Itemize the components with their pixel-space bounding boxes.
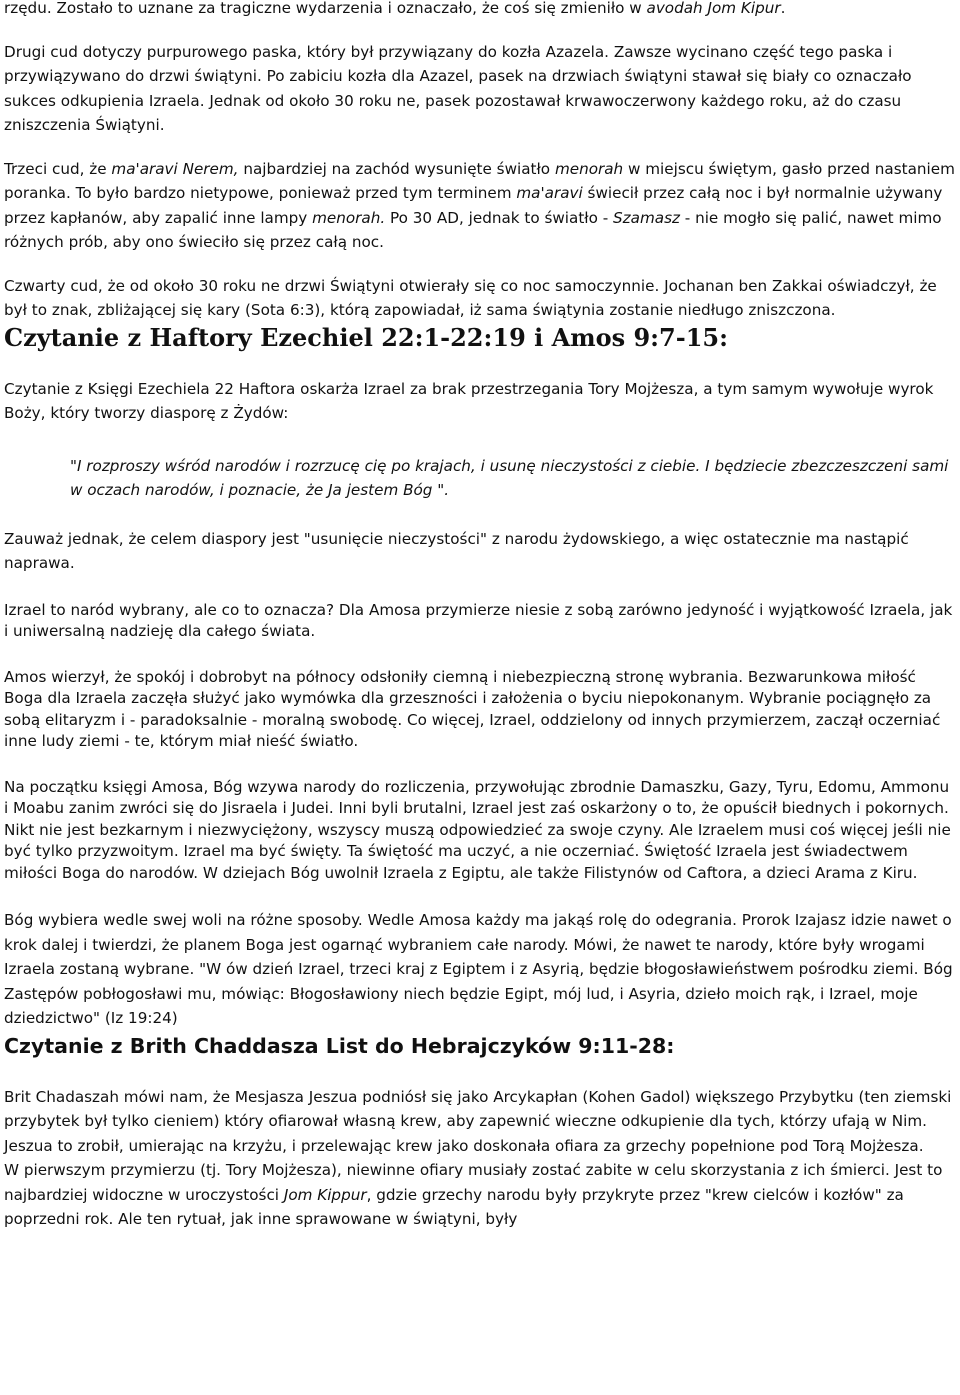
paragraph-god-chooses: Bóg wybiera wedle swej woli na różne sposoby. Wedle Amosa każdy ma jakąś rolę do odegrania. Prorok Izajasz idzie nawet o krok dalej i twierdzi, że planem Boga jest ogarnąć wybraniem całe narody. Mówi, że nawet te narody, które były wrogami Izraela zostaną wybrane. "W ów dzień Izrael, trzeci kraj z Egiptem i z Asyrią, będzie błogosławieństwem pośrodku ziemi. Bóg Zastępów pobłogosławi mu, mówiąc: Błogosławiony niech będzie Egipt, mój lud, i Asyria, dzieło moich rąk, i Izrael, moje dziedzictwo" (Iz 19:24) bbox=[4, 911, 953, 1027]
italic-term: avodah Jom Kipur bbox=[646, 0, 781, 17]
paragraph-second-miracle: Drugi cud dotyczy purpurowego paska, który był przywiązany do kozła Azazela. Zawsze wycinano część tego paska i przywiązywano do drzwi świątyni. Po zabiciu kozła dla Azazel, pasek na drzwiach świątyni stawał się biały co oznaczało sukces odkupienia Izraela. Jednak od około 30 roku ne, pasek pozostawał krwawoczerwony każdego roku, aż do czasu zniszczenia Świątyni. bbox=[4, 42, 912, 134]
text-run: rzędu. Zostało to uznane za tragiczne wydarzenia i oznaczało, że coś się zmieniło w bbox=[4, 0, 647, 17]
paragraph-first-covenant bbox=[4, 1158, 958, 1232]
text-run: , gdzie grzechy narodu były przykryte przez "krew cielców i kozłów" za poprzedni rok. Ale ten rytuał, jak inne sprawowane w świątyni, były bbox=[4, 1185, 904, 1228]
paragraph-hebrews-intro: Brit Chadaszah mówi nam, że Mesjasza Jeszua podniósł się jako Arcykapłan (Kohen Gadol) większego Przybytku (ten ziemski przybytek był tylko cieniem) który ofiarował własną krew, aby zapewnić wieczne odkupienie dla tych, którzy ufają w Nim. Jeszua to zrobił, umierając na krzyżu, i przelewając krew jako doskonała ofiara za grzechy popełnione pod Torą Mojżesza. bbox=[4, 1087, 952, 1155]
text-run: W pierwszym przymierzu (tj. Tory Mojżesza), niewinne ofiary musiały zostać zabite w celu skorzystania z ich śmierci. Jest to najbardziej widoczne w uroczystości bbox=[4, 1161, 943, 1204]
paragraph-third-miracle bbox=[4, 157, 958, 255]
italic-term: menorah. bbox=[312, 208, 386, 227]
heading-haftora: Czytanie z Haftory Ezechiel 22:1-22:19 i Amos 9:7-15: bbox=[4, 322, 728, 352]
document-page bbox=[4, 0, 958, 1232]
paragraph-chosen-nation: Izrael to naród wybrany, ale co to oznacza? Dla Amosa przymierze niesie z sobą zarówno jedyność i wyjątkowość Izraela, jak i uniwersalną nadzieję dla całego świata. bbox=[4, 600, 953, 640]
italic-term: Jom Kippur bbox=[283, 1185, 367, 1204]
quote-ezekiel: "I rozproszy wśród narodów i rozrzucę cię po krajach, i usunę nieczystości z ciebie. I będziecie zbezczeszczeni sami w oczach narodów, i poznacie, że Ja jestem Bóg ". bbox=[70, 456, 949, 499]
italic-term: Szamasz bbox=[613, 208, 680, 227]
paragraph-first-miracle-end bbox=[4, 0, 958, 21]
heading-brith-chaddasza: Czytanie z Brith Chaddasza List do Hebrajczyków 9:11-28: bbox=[4, 1033, 675, 1058]
text-run: Po 30 AD, jednak to światło - bbox=[385, 208, 614, 227]
text-run: w miejscu świętym, gasło przed nastaniem poranka. To było bardzo nietypowe, ponieważ przed tym terminem bbox=[4, 159, 955, 202]
paragraph-fourth-miracle: Czwarty cud, że od około 30 roku ne drzwi Świątyni otwierały się co noc samoczynnie. Jochanan ben Zakkai oświadczył, że był to znak, zbliżającej się kary (Sota 6:3), którą zapowiadał, iż sama świątynia zostanie niedługo zniszczona. bbox=[4, 276, 937, 319]
italic-term: ma'aravi bbox=[516, 184, 583, 202]
text-run: . bbox=[780, 0, 786, 17]
text-run: najbardziej na zachód wysunięte światło bbox=[238, 159, 555, 178]
italic-term: ma'aravi Nerem, bbox=[111, 159, 239, 178]
text-run: świecił przez całą noc i był normalnie używany przez kapłanów, aby zapalić inne lampy bbox=[4, 184, 943, 227]
paragraph-amos-nations: Na początku księgi Amosa, Bóg wzywa narody do rozliczenia, przywołując zbrodnie Damaszku, Gazy, Tyru, Edomu, Ammonu i Moabu zanim zwróci się do Jisraela i Judei. Inni byli brutalni, Izrael jest zaś oskarżony o to, że opuścił biednych i pokornych. Nikt nie jest bezkarnym i niezwyciężony, wszyscy muszą odpowiedzieć za swoje czyny. Ale Izraelem musi coś więcej jeśli nie być tylko przyzwoitym. Izrael ma być święty. Ta świętość ma uczyć, a nie oczerniać. Świętość Izraela jest świadectwem miłości Boga do narodów. W dziejach Bóg uwolnił Izraela z Egiptu, ale także Filistynów od Caftora, a dzieci Arama z Kiru. bbox=[4, 777, 951, 882]
paragraph-amos-belief: Amos wierzył, że spokój i dobrobyt na północy odsłoniły ciemną i niebezpieczną stronę wybrania. Bezwarunkowa miłość Boga dla Izraela zaczęła służyć jako wymówka dla grzeszności i założenia o byciu niepokonanym. Wybranie pociągnęło za sobą elitaryzm i - paradoksalnie - moralną swobodę. Co więcej, Izrael, oddzielony od innych przymierzem, zaczął oczerniać inne ludy ziemi - te, którym miał nieść światło. bbox=[4, 667, 941, 750]
italic-term: menorah bbox=[554, 159, 624, 178]
paragraph-ezekiel-intro: Czytanie z Księgi Ezechiela 22 Haftora oskarża Izrael za brak przestrzegania Tory Mojżesza, a tym samym wywołuje wyrok Boży, który tworzy diasporę z Żydów: bbox=[4, 379, 934, 422]
text-run: Trzeci cud, że bbox=[4, 159, 112, 178]
paragraph-diaspora-note: Zauważ jednak, że celem diaspory jest "usunięcie nieczystości" z narodu żydowskiego, a więc ostatecznie ma nastąpić naprawa. bbox=[4, 529, 909, 572]
text-run: - nie mogło się palić, nawet mimo różnych prób, aby ono świeciło się przez całą noc. bbox=[4, 208, 942, 251]
